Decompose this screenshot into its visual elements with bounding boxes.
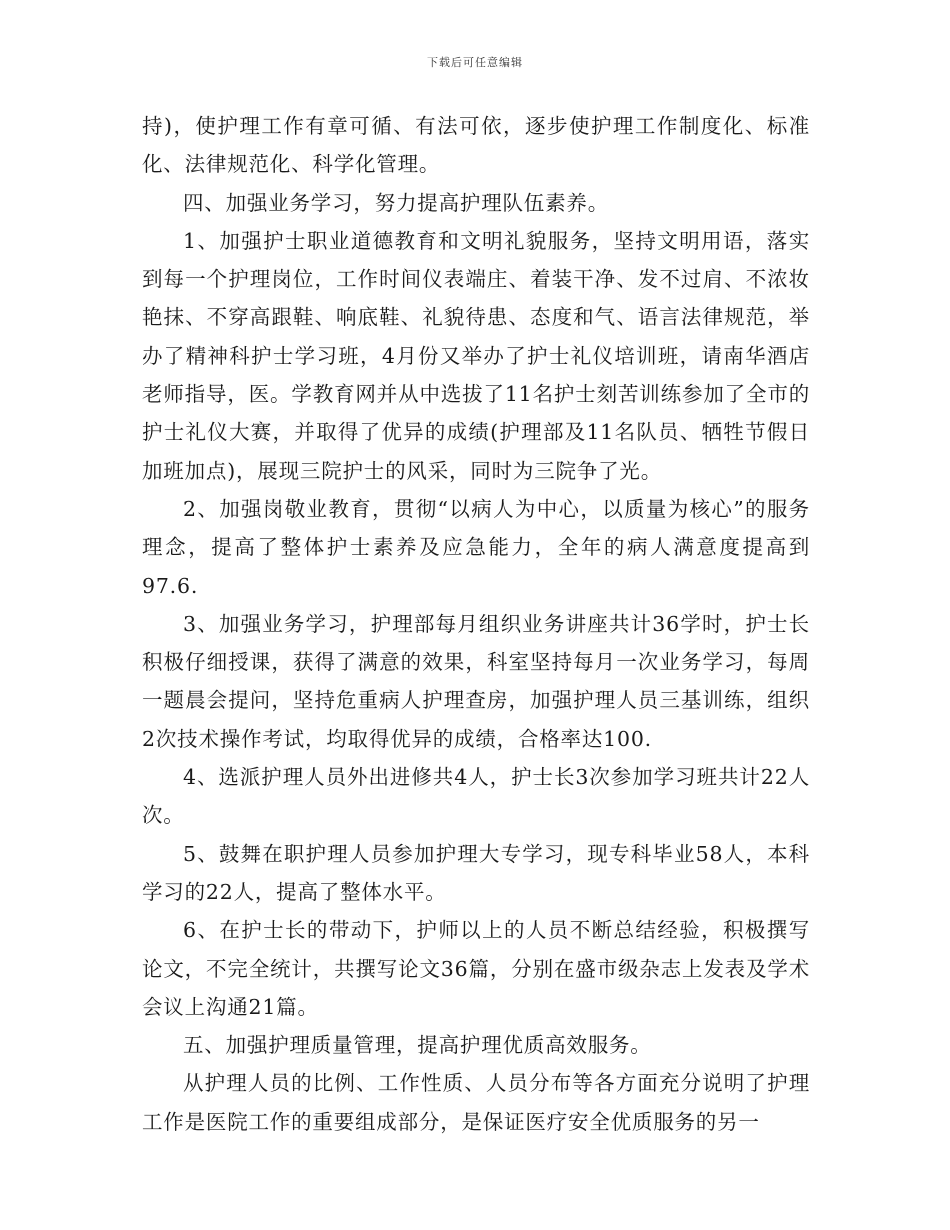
section-heading-four: 四、加强业务学习，努力提高护理队伍素养。	[183, 190, 609, 215]
paragraph-item-2: 2、加强岗敬业教育，贯彻“以病人为中心，以质量为核心”的服务理念，提高了整体护士素养及应急能力，全年的病人满意度提高到97.6.	[142, 496, 810, 598]
page-header: 下载后可任意编辑	[427, 56, 523, 69]
section-heading-five: 五、加强护理质量管理，提高护理优质高效服务。	[183, 1033, 652, 1058]
paragraph-quality: 从护理人员的比例、工作性质、人员分布等各方面充分说明了护理工作是医院工作的重要组成部分，是保证医疗安全优质服务的另一	[142, 1071, 810, 1134]
paragraph-item-5: 5、鼓舞在职护理人员参加护理大专学习，现专科毕业58人，本科学习的22人，提高了整体水平。	[142, 841, 810, 904]
paragraph-item-4: 4、选派护理人员外出进修共4人，护士长3次参加学习班共计22人次。	[142, 765, 810, 828]
paragraph-item-1: 1、加强护士职业道德教育和文明礼貌服务，坚持文明用语，落实到每一个护理岗位，工作时间仪表端庄、着装干净、发不过肩、不浓妆艳抹、不穿高跟鞋、响底鞋、礼貌待患、态度和气、语言法律规范，举办了精神科护士学习班，4月份又举办了护士礼仪培训班，请南华酒店老师指导，医。学教育网并从中选拔了11名护士刻苦训练参加了全市的护士礼仪大赛，并取得了优异的成绩(护理部及11名队员、牺牲节假日加班加点)，展现三院护士的风采，同时为三院争了光。	[142, 228, 810, 483]
paragraph-item-6: 6、在护士长的带动下，护师以上的人员不断总结经验，积极撰写论文，不完全统计，共撰写论文36篇，分别在盛市级杂志上发表及学术会议上沟通21篇。	[142, 918, 810, 1019]
document-body	[142, 107, 810, 1141]
paragraph-item-3: 3、加强业务学习，护理部每月组织业务讲座共计36学时，护士长积极仔细授课，获得了满意的效果，科室坚持每月一次业务学习，每周一题晨会提问，坚持危重病人护理查房，加强护理人员三基训练，组织2次技术操作考试，均取得优异的成绩，合格率达100.	[142, 611, 810, 751]
paragraph-continuation: 持)，使护理工作有章可循、有法可依，逐步使护理工作制度化、标准化、法律规范化、科学化管理。	[142, 114, 810, 177]
